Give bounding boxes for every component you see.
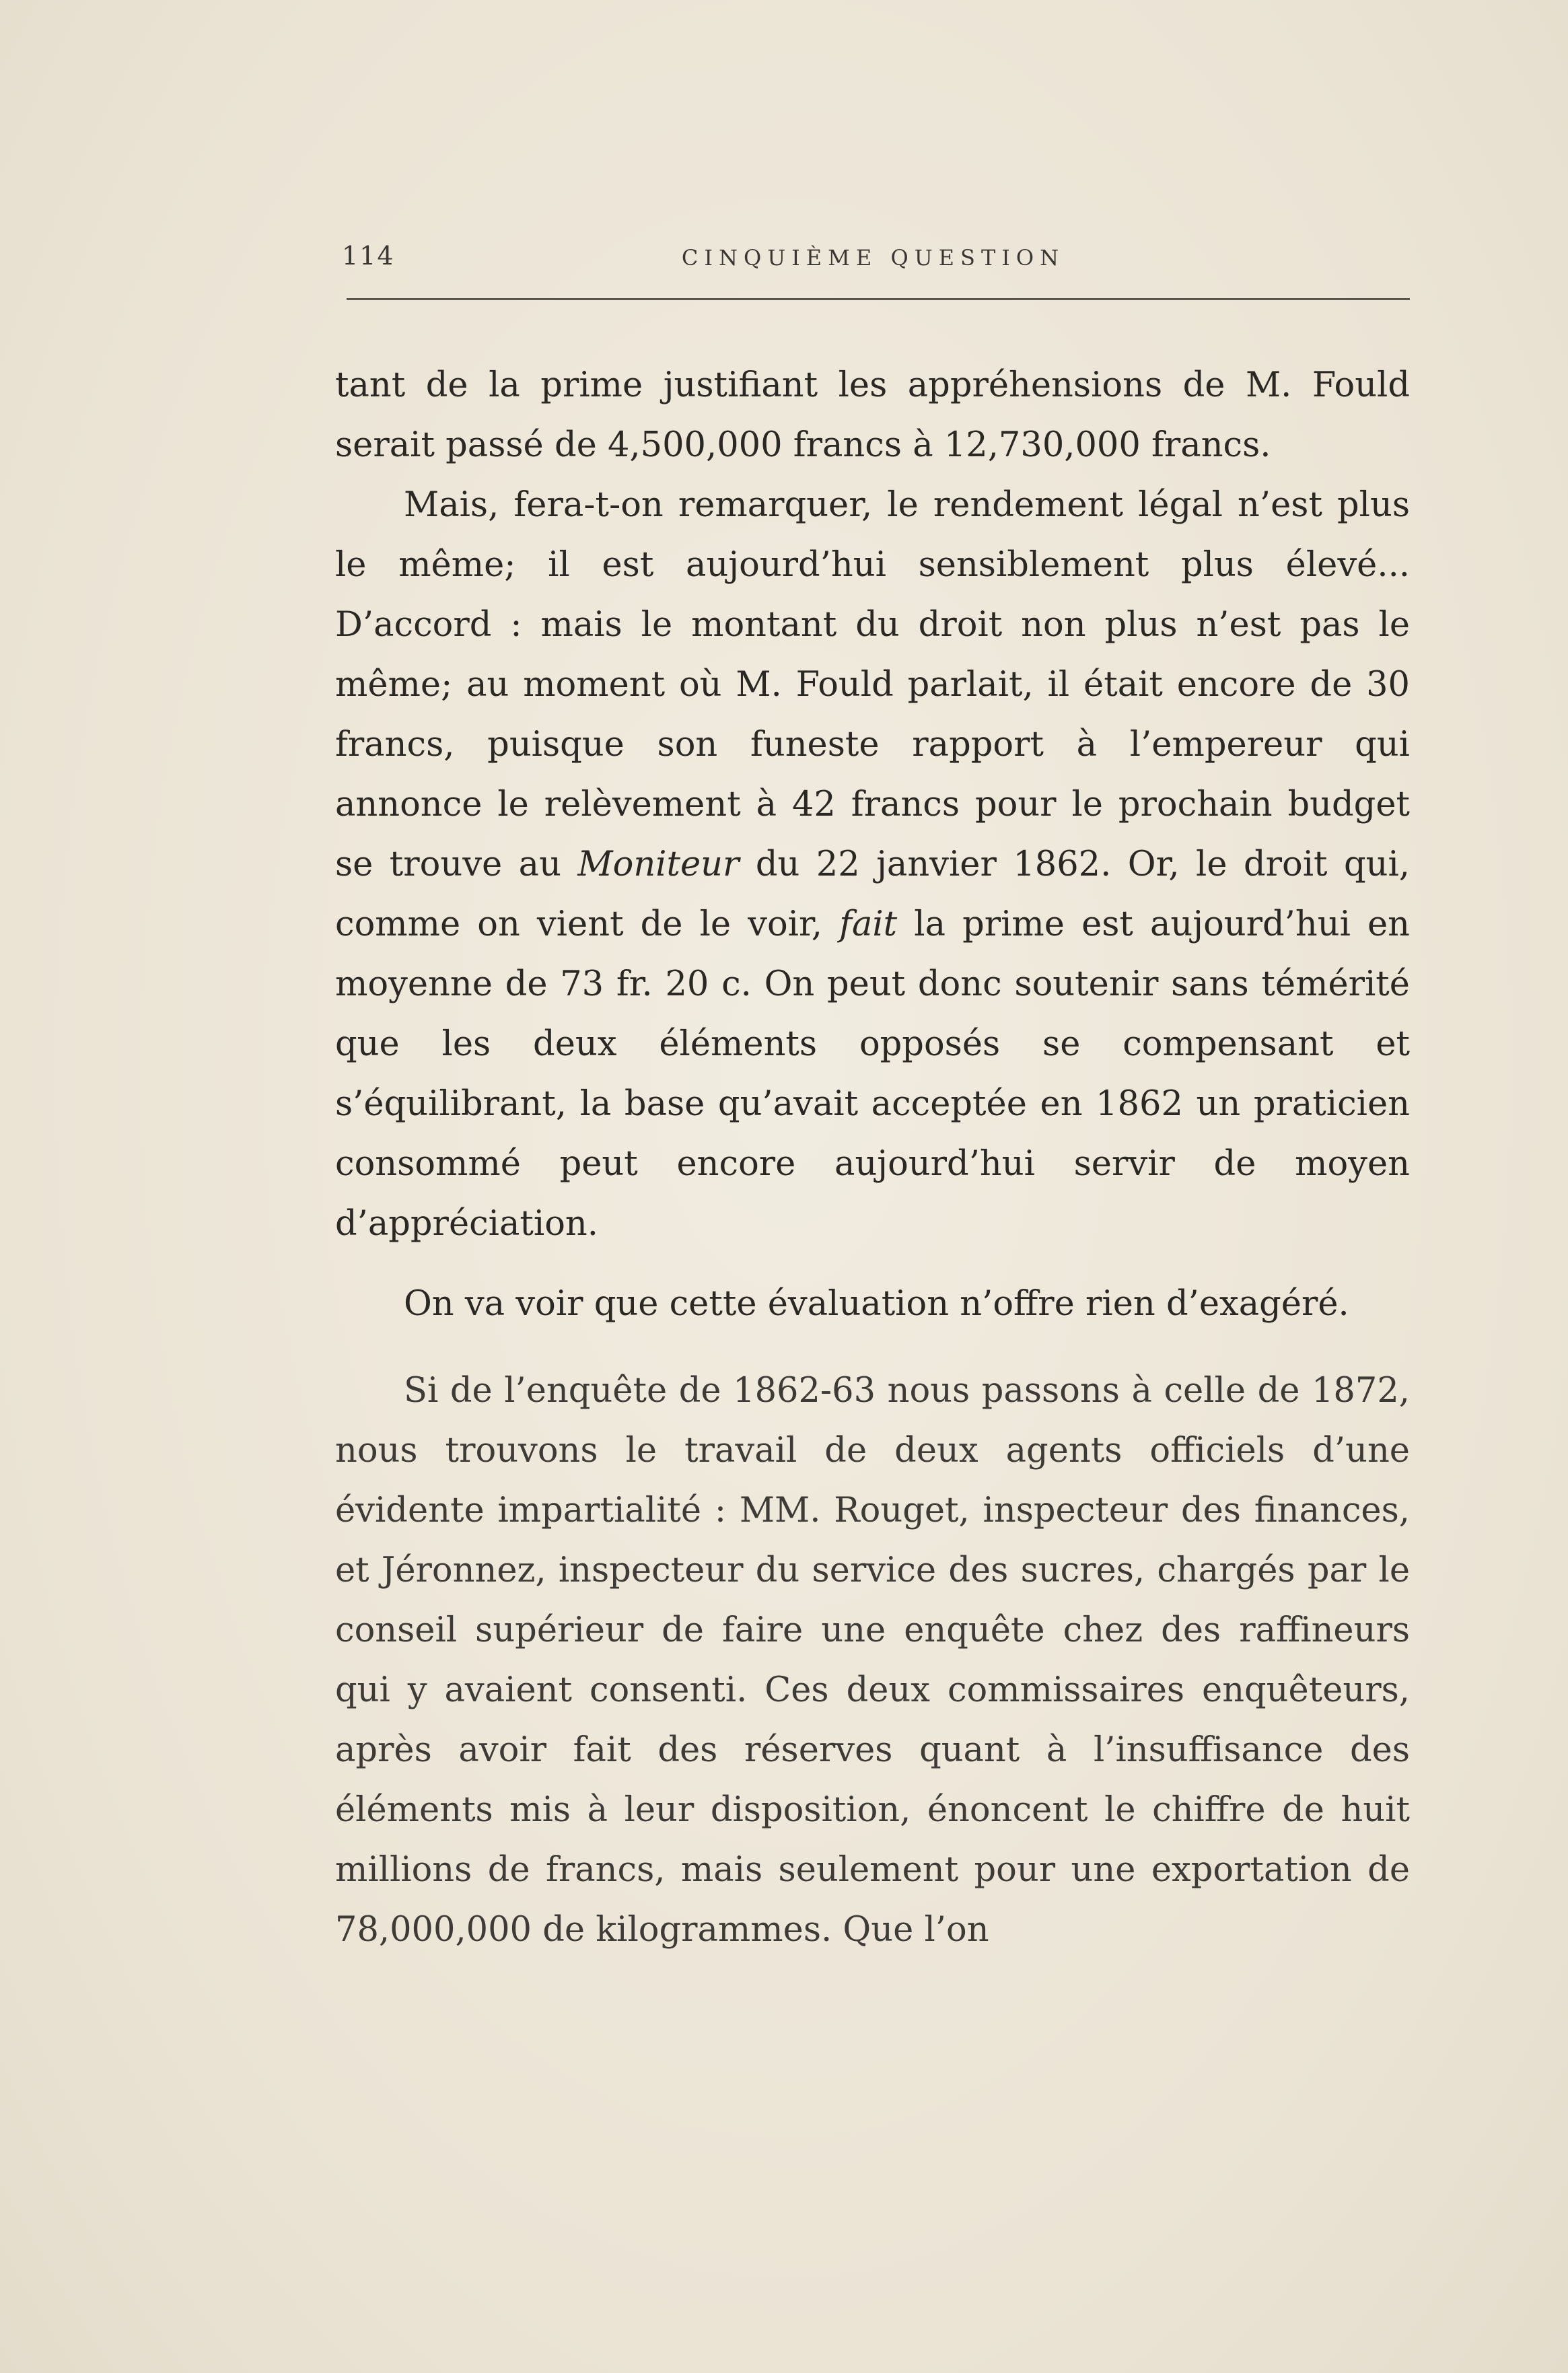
paragraph-1: tant de la prime justifiant les appréhensions de M. Fould serait passé de 4,500,000 francs à 12,730,000 francs.	[335, 365, 1410, 465]
fait-italic: fait	[839, 905, 898, 944]
paragraph-2-part-2: du 22 janvier 1862. Or, le droit qui, comme on vient de le voir,	[335, 845, 1410, 944]
paragraph-2	[335, 475, 1410, 1254]
page-header	[336, 236, 1410, 276]
paragraph-2-part-3: la prime est aujourd’hui en moyenne de 73 fr. 20 c. On peut donc soutenir sans témérité que les deux éléments opposés se compensant et s’équilibrant, la base qu’avait acceptée en 1862 un praticien consommé peut encore aujourd’hui servir de moyen d’appréciation.	[335, 905, 1410, 1244]
paragraph-3: On va voir que cette évaluation n’offre rien d’exagéré.	[404, 1284, 1349, 1324]
header-rule	[347, 298, 1410, 300]
body-text	[335, 355, 1410, 1960]
paragraph-2-part-1: Mais, fera-t-on remarquer, le rendement légal n’est plus le même; il est aujourd’hui sensiblement plus élevé... D’accord : mais le montant du droit non plus n’est pas le même; au moment où M. Fould parlait, il était encore de 30 francs, puisque son funeste rapport à l’empereur qui annonce le relèvement à 42 francs pour le prochain budget se trouve au	[335, 485, 1410, 884]
moniteur-italic: Moniteur	[577, 845, 740, 884]
running-title: CINQUIÈME QUESTION	[681, 245, 1065, 271]
page-number: 114	[342, 241, 395, 271]
paragraph-4: Si de l’enquête de 1862-63 nous passons à celle de 1872, nous trouvons le travail de deux agents officiels d’une évidente impartialité : MM. Rouget, inspecteur des finances, et Jéronnez, inspecteur du service des sucres, chargés par le conseil supérieur de faire une enquête chez des raffineurs qui y avaient consenti. Ces deux commissaires enquêteurs, après avoir fait des réserves quant à l’insuffisance des éléments mis à leur disposition, énoncent le chiffre de huit millions de francs, mais seulement pour une exportation de 78,000,000 de kilogrammes. Que l’on	[335, 1371, 1410, 1950]
